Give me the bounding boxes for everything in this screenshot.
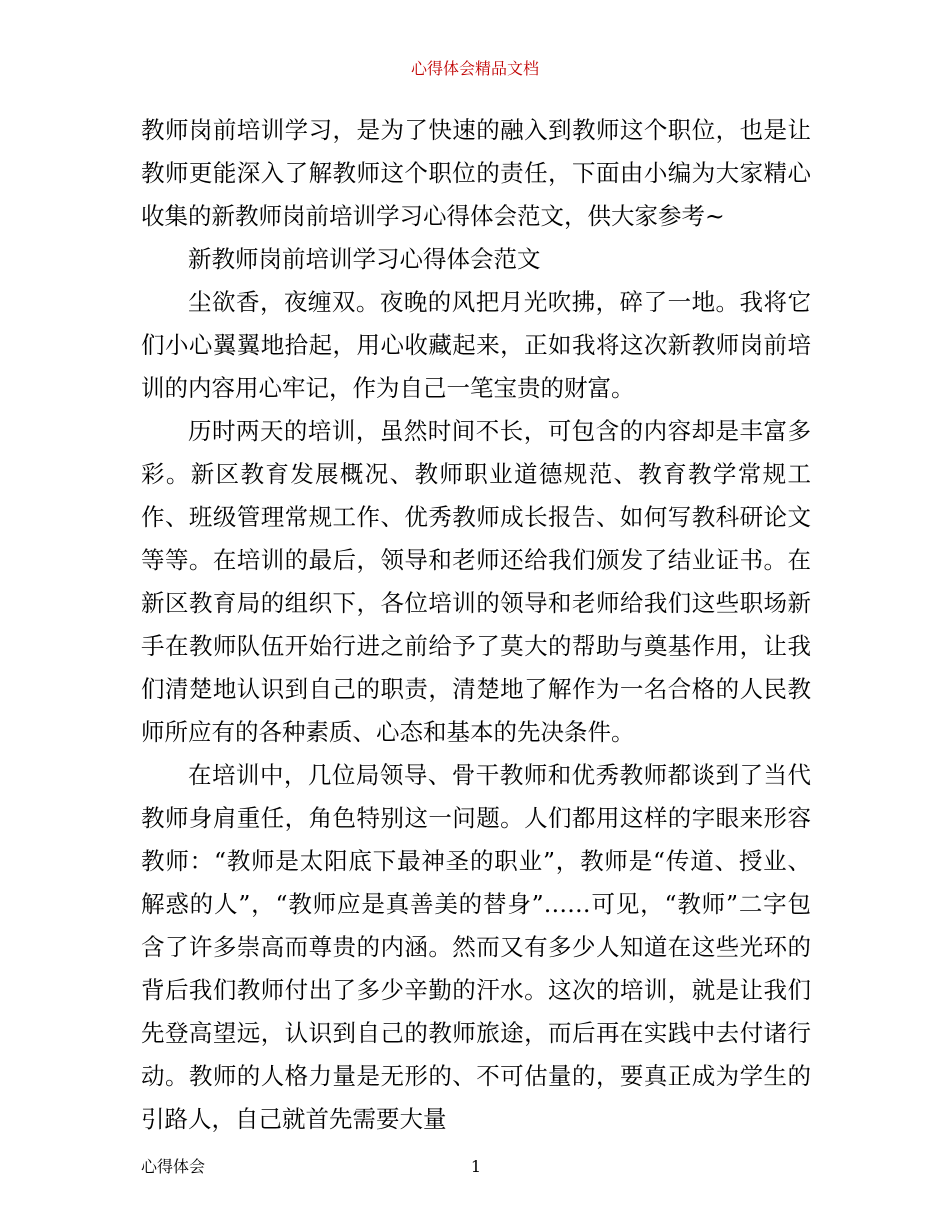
body-paragraph-3: 在培训中，几位局领导、骨干教师和优秀教师都谈到了当代教师身肩重任，角色特别这一问题。人们都用这样的字眼来形容教师：“教师是太阳底下最神圣的职业”，教师是“传道、授业、解惑的人”，“教师应是真善美的替身”……可见，“教师”二字包含了许多崇高而尊贵的内涵。然而又有多少人知道在这些光环的背后我们教师付出了多少辛勤的汗水。这次的培训，就是让我们先登高望远，认识到自己的教师旅途，而后再在实践中去付诸行动。教师的人格力量是无形的、不可估量的，要真正成为学生的引路人，自己就首先需要大量 xyxy=(141,761,811,1133)
body-paragraph-1: 尘欲香，夜缠双。夜晚的风把月光吹拂，碎了一地。我将它们小心翼翼地拾起，用心收藏起来，正如我将这次新教师岗前培训的内容用心牢记，作为自己一笔宝贵的财富。 xyxy=(141,288,811,402)
body-paragraph-2: 历时两天的培训，虽然时间不长，可包含的内容却是丰富多彩。新区教育发展概况、教师职业道德规范、教育教学常规工作、班级管理常规工作、优秀教师成长报告、如何写教科研论文等等。在培训的最后，领导和老师还给我们颁发了结业证书。在新区教育局的组织下，各位培训的领导和老师给我们这些职场新手在教师队伍开始行进之前给予了莫大的帮助与奠基作用，让我们清楚地认识到自己的职责，清楚地了解作为一名合格的人民教师所应有的各种素质、心态和基本的先决条件。 xyxy=(141,417,811,746)
page-number: 1 xyxy=(470,1157,482,1176)
section-heading: 新教师岗前培训学习心得体会范文 xyxy=(188,245,541,273)
page-header-title: 心得体会精品文档 xyxy=(410,59,539,78)
document-body xyxy=(141,109,811,1141)
footer-label: 心得体会 xyxy=(141,1157,206,1176)
intro-paragraph: 教师岗前培训学习，是为了快速的融入到教师这个职位，也是让教师更能深入了解教师这个职位的责任，下面由小编为大家精心收集的新教师岗前培训学习心得体会范文，供大家参考~ xyxy=(141,116,811,230)
